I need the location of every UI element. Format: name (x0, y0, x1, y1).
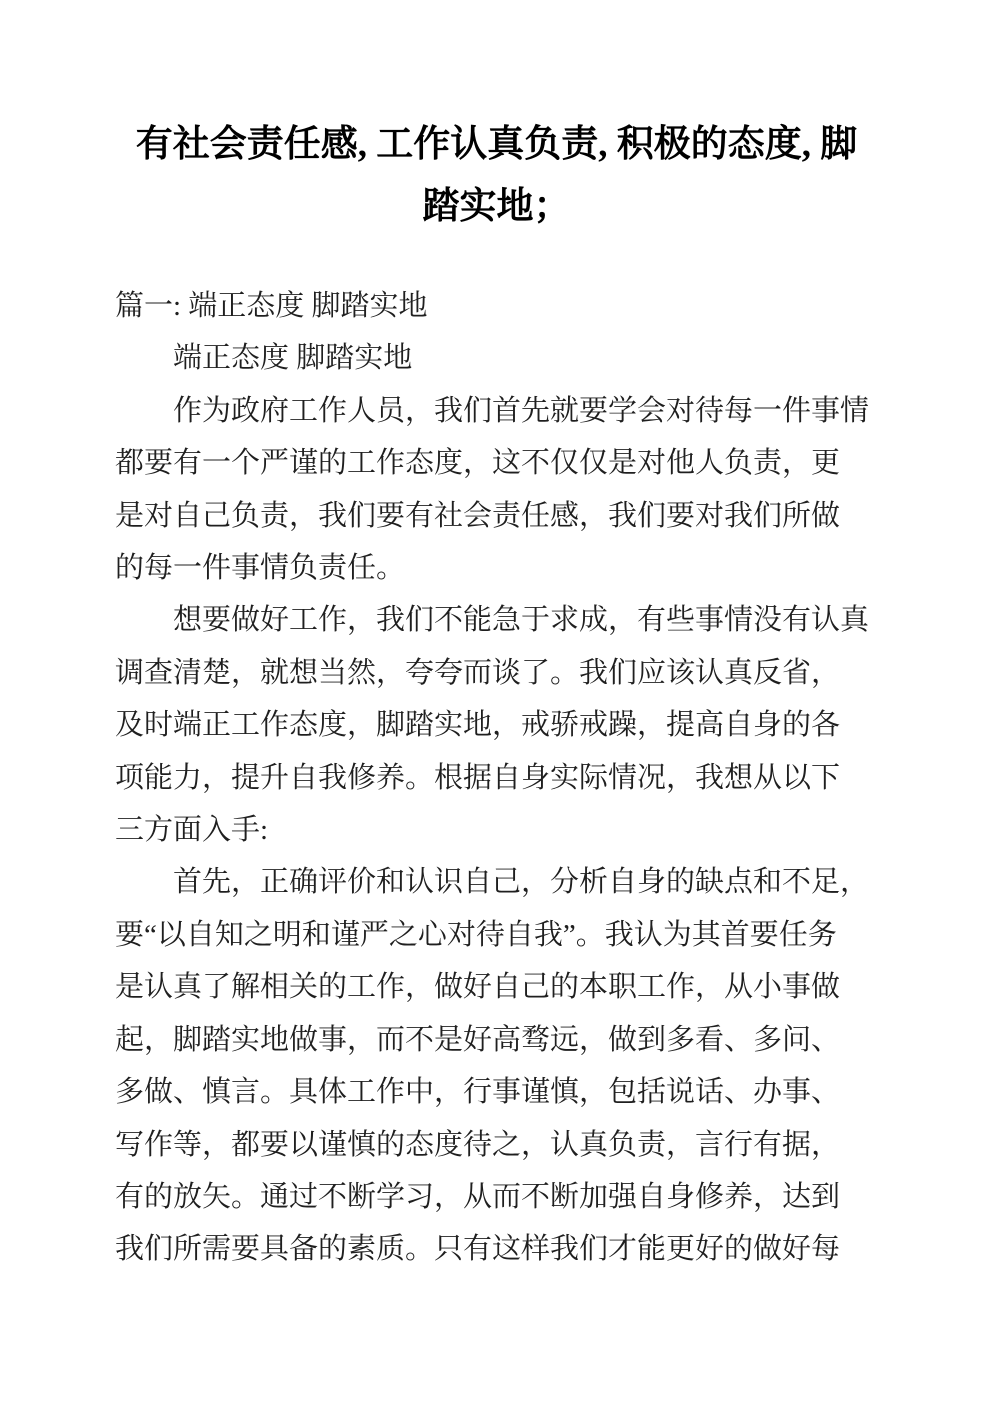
text-line: 写作等，都要以谨慎的态度待之，认真负责，言行有据， (115, 1128, 841, 1161)
paragraph-1 (115, 385, 903, 595)
text-line: 要“以自知之明和谨严之心对待自我”。我认为其首要任务 (115, 918, 837, 951)
text-line: 作为政府工作人员，我们首先就要学会对待每一件事情 (173, 394, 870, 427)
document-body (0, 280, 993, 1276)
text-line: 多做、慎言。具体工作中，行事谨慎，包括说话、办事、 (115, 1076, 841, 1109)
text-line: 篇一: 端正态度 脚踏实地 (115, 290, 428, 322)
text-line: 有的放矢。通过不断学习，从而不断加强自身修养，达到 (115, 1180, 841, 1213)
text-line: 端正态度 脚踏实地 (173, 342, 413, 375)
text-line: 三方面入手: (115, 814, 269, 847)
text-line: 是对自己负责，我们要有社会责任感，我们要对我们所做 (115, 499, 841, 532)
text-line: 项能力，提升自我修养。根据自身实际情况，我想从以下 (115, 761, 841, 794)
text-line: 是认真了解相关的工作，做好自己的本职工作，从小事做 (115, 971, 841, 1004)
text-line: 调查清楚，就想当然，夸夸而谈了。我们应该认真反省， (115, 656, 841, 689)
text-line: 首先，正确评价和认识自己，分析自身的缺点和不足， (173, 866, 870, 899)
text-line: 我们所需要具备的素质。只有这样我们才能更好的做好每 (115, 1233, 841, 1266)
title-line-1: 有社会责任感, 工作认真负责, 积极的态度, 脚 (135, 124, 858, 165)
title-line-2: 踏实地； (422, 186, 571, 227)
section-heading (115, 280, 903, 332)
text-line: 想要做好工作，我们不能急于求成，有些事情没有认真 (173, 604, 870, 637)
subheading (115, 332, 903, 384)
text-line: 都要有一个严谨的工作态度，这不仅仅是对他人负责，更 (115, 447, 841, 480)
document-title (0, 114, 993, 238)
text-line: 的每一件事情负责任。 (115, 552, 406, 585)
paragraph-2 (115, 594, 903, 856)
text-line: 起，脚踏实地做事，而不是好高骛远，做到多看、多问、 (115, 1023, 841, 1056)
text-line: 及时端正工作态度，脚踏实地，戒骄戒躁，提高自身的各 (115, 709, 841, 742)
paragraph-3 (115, 856, 903, 1275)
